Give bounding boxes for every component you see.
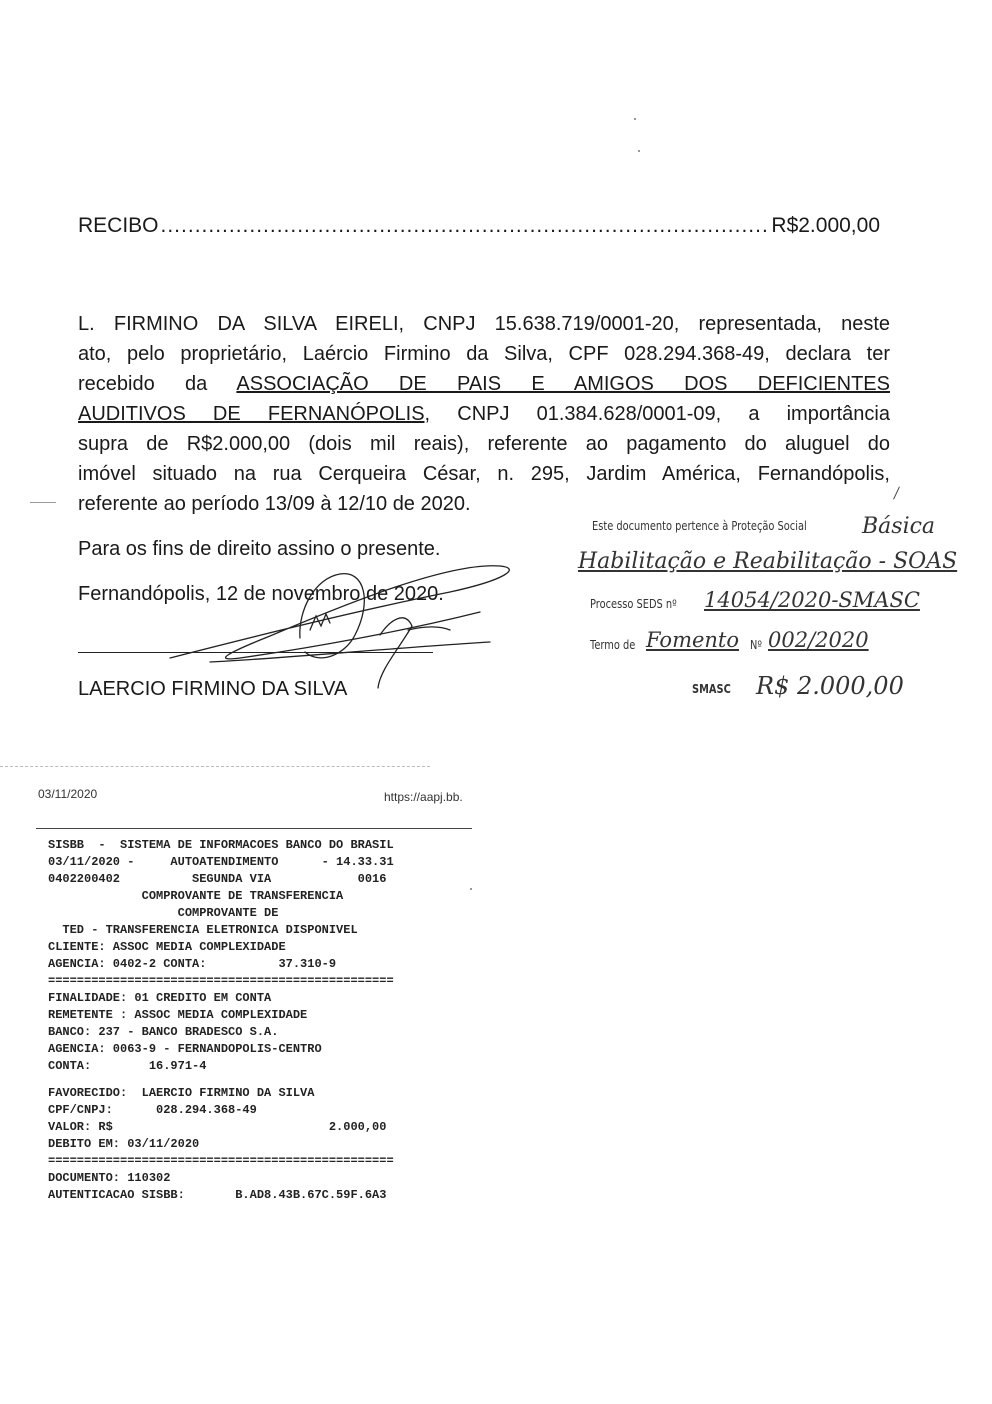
scan-speck — [634, 118, 636, 120]
bank-transfer-receipt — [48, 837, 394, 1204]
receipt-line: 0402200402 SEGUNDA VIA 0016 — [48, 872, 387, 886]
body-line: supra de R$2.000,00 (dois mil reais), referente ao pagamento do aluguel do — [78, 433, 890, 455]
recibo-amount: R$2.000,00 — [771, 214, 880, 237]
body-text: CNPJ 01.384.628/0001-09, a importância — [430, 403, 890, 425]
receipt-line: BANCO: 237 - BANCO BRADESCO S.A. — [48, 1025, 279, 1039]
stamp-printed-text: SMASC — [692, 682, 731, 696]
scan-speck — [638, 150, 640, 152]
closing-statement: Para os fins de direito assino o presente. — [78, 538, 441, 560]
receipt-line: COMPROVANTE DE — [48, 906, 279, 920]
stamp-printed-text: Termo de — [590, 638, 636, 652]
body-line — [78, 399, 890, 429]
association-name-cont: AUDITIVOS DE FERNANÓPOLIS, — [78, 403, 431, 425]
receipt-line: ================================================ — [48, 974, 394, 988]
receipt-top-rule — [36, 828, 472, 829]
receipt-line: CLIENTE: ASSOC MEDIA COMPLEXIDADE — [48, 940, 286, 954]
stamp-number-label: Nº — [750, 638, 763, 652]
signer-name: LAERCIO FIRMINO DA SILVA — [78, 678, 348, 700]
body-line: ato, pelo proprietário, Laércio Firmino da Silva, CPF 028.294.368-49, declara ter — [78, 343, 890, 365]
receipt-line: AGENCIA: 0063-9 - FERNANDOPOLIS-CENTRO — [48, 1042, 322, 1056]
receipt-line: SISBB - SISTEMA DE INFORMACOES BANCO DO BRASIL — [48, 838, 394, 852]
stamp-handwritten-text: Habilitação e Reabilitação - SOAS — [578, 549, 958, 574]
stamp-printed-text: Processo SEDS nº — [590, 597, 677, 611]
stamp-line-4 — [590, 638, 635, 652]
receipt-line — [48, 1075, 394, 1085]
stamp-handwritten-text: R$ 2.000,00 — [756, 672, 904, 700]
stamp-printed-text: Este documento pertence à Proteção Social — [592, 519, 807, 533]
receipt-line: DOCUMENTO: 110302 — [48, 1171, 171, 1185]
handwritten-signature — [150, 540, 540, 690]
stamp-line-5 — [692, 682, 731, 696]
receipt-line: DEBITO EM: 03/11/2020 — [48, 1137, 200, 1151]
print-url: https://aapj.bb. — [384, 790, 463, 804]
receipt-line: ================================================ — [48, 1154, 394, 1168]
receipt-body-paragraph — [78, 309, 890, 519]
body-line — [78, 369, 890, 399]
receipt-line: AUTENTICACAO SISBB: B.AD8.43B.67C.59F.6A3 — [48, 1188, 387, 1202]
print-date: 03/11/2020 — [38, 787, 98, 801]
dot-leader — [161, 214, 770, 238]
receipt-line: CPF/CNPJ: 028.294.368-49 — [48, 1103, 257, 1117]
body-line: L. FIRMINO DA SILVA EIRELI, CNPJ 15.638.719/0001-20, representada, neste — [78, 313, 890, 335]
stamp-handwritten-text: 002/2020 — [768, 628, 869, 652]
body-text: recebido da — [78, 373, 237, 395]
body-line: imóvel situado na rua Cerqueira César, n. 295, Jardim América, Fernandópolis, — [78, 463, 890, 485]
receipt-line: FAVORECIDO: LAERCIO FIRMINO DA SILVA — [48, 1086, 315, 1100]
receipt-line: FINALIDADE: 01 CREDITO EM CONTA — [48, 991, 272, 1005]
scan-mark — [30, 502, 56, 503]
receipt-line: TED - TRANSFERENCIA ELETRONICA DISPONIVEL — [48, 923, 358, 937]
receipt-line: CONTA: 16.971-4 — [48, 1059, 207, 1073]
receipt-line: VALOR: R$ 2.000,00 — [48, 1120, 387, 1134]
receipt-line: AGENCIA: 0402-2 CONTA: 37.310-9 — [48, 957, 337, 971]
stamp-handwritten-text: 14054/2020-SMASC — [704, 588, 920, 612]
receipt-line: COMPROVANTE DE TRANSFERENCIA — [48, 889, 344, 903]
stamp-handwritten-text: Básica — [862, 514, 936, 539]
stamp-line-3 — [590, 597, 677, 611]
page-separator — [0, 766, 430, 767]
body-line: referente ao período 13/09 à 12/10 de 2020. — [78, 493, 471, 515]
association-name: ASSOCIAÇÃO DE PAIS E AMIGOS DOS DEFICIENTES — [236, 373, 890, 395]
place-date: Fernandópolis, 12 de novembro de 2020. — [78, 583, 444, 605]
receipt-line: 03/11/2020 - AUTOATENDIMENTO - 14.33.31 — [48, 855, 394, 869]
scan-mark — [893, 486, 900, 499]
receipt-line: REMETENTE : ASSOC MEDIA COMPLEXIDADE — [48, 1008, 308, 1022]
recibo-title: RECIBO — [78, 214, 159, 237]
recibo-heading — [78, 214, 880, 238]
stamp-handwritten-text: Fomento — [646, 628, 740, 652]
scan-speck — [470, 888, 472, 890]
stamp-line-1 — [592, 519, 807, 533]
